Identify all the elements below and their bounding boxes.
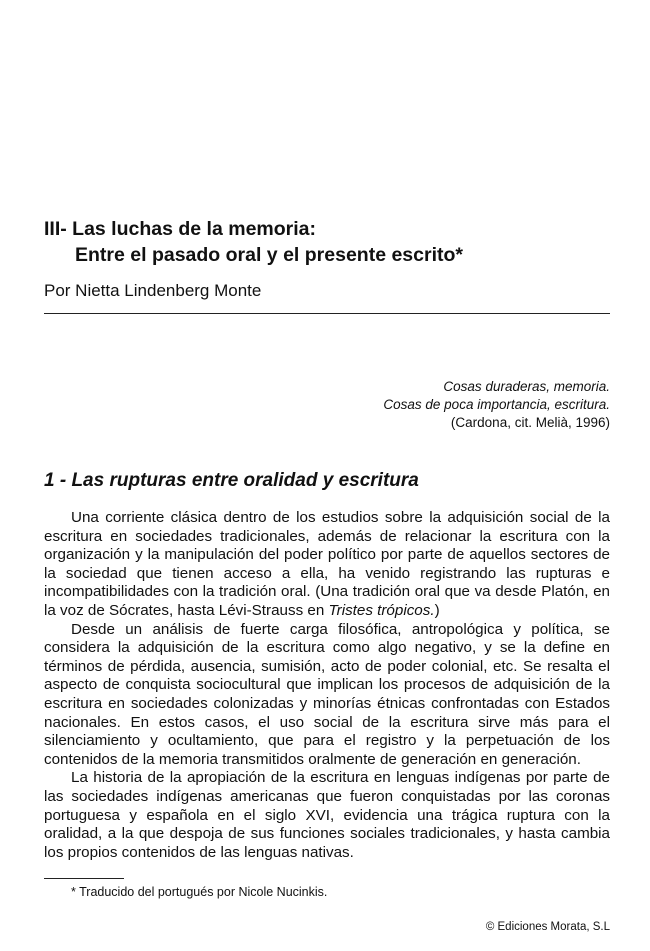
footnote-divider — [44, 878, 124, 879]
paragraph-2: Desde un análisis de fuerte carga filosófica, antropológica y política, se considera la adquisición de la escritura como algo negativo, y se la define en términos de pérdida, ausencia, sumisión, acto de poder colonial, etc. Se resalta el aspecto de conquista sociocultural que implican los procesos de adquisición de la escritura en sociedades colonizadas y minorías étnicas confrontadas con Estados nacionales. En estos casos, el uso social de la escritura sirve más para el silenciamiento y ocultamiento, que para el registro y la perpetuación de los contenidos de la memoria transmitidos oralmente de generación en generación. — [44, 620, 610, 768]
document-page — [44, 0, 610, 951]
footnote: * Traducido del portugués por Nicole Nucinkis. — [71, 885, 328, 899]
title-divider — [44, 313, 610, 314]
author-byline: Por Nietta Lindenberg Monte — [44, 281, 262, 300]
body-text — [44, 509, 610, 862]
epigraph — [383, 378, 610, 432]
epigraph-line-1: Cosas duraderas, memoria. — [443, 379, 610, 394]
paragraph-3: La historia de la apropiación de la escritura en lenguas indígenas por parte de las sociedades indígenas americanas que fueron conquistadas por las coronas portuguesa y española en el siglo XVI, evidencia una trágica ruptura con la oralidad, a la que despoja de sus funciones sociales tradicionales, y hasta cambia los propios contenidos de las lenguas nativas. — [44, 769, 610, 861]
epigraph-citation: (Cardona, cit. Melià, 1996) — [450, 415, 610, 430]
copyright-notice: © Ediciones Morata, S.L — [485, 921, 610, 933]
chapter-title — [44, 216, 610, 268]
epigraph-line-2: Cosas de poca importancia, escritura. — [383, 397, 610, 412]
paragraph-1-text: Una corriente clásica dentro de los estudios sobre la adquisición social de la escritura en sociedades tradicionales, además de relacionar la escritura con la organización y la manipulación del poder político por parte de aquellos sectores de la sociedad que tienen acceso a ella, ha venido registrando las rupturas e incompatibilidades con la tradición oral. (Una tradición oral que va desde Platón, en la voz de Sócrates, hasta Lévi-Strauss en — [44, 509, 610, 619]
book-title: Tristes trópicos. — [328, 601, 435, 619]
paragraph-1-end: ) — [434, 601, 440, 619]
chapter-title-line-2: Entre el pasado oral y el presente escrito* — [75, 244, 463, 266]
section-heading: 1 - Las rupturas entre oralidad y escritura — [44, 470, 419, 491]
paragraph-1 — [44, 509, 610, 621]
chapter-title-line-1: III- Las luchas de la memoria: — [44, 218, 317, 240]
